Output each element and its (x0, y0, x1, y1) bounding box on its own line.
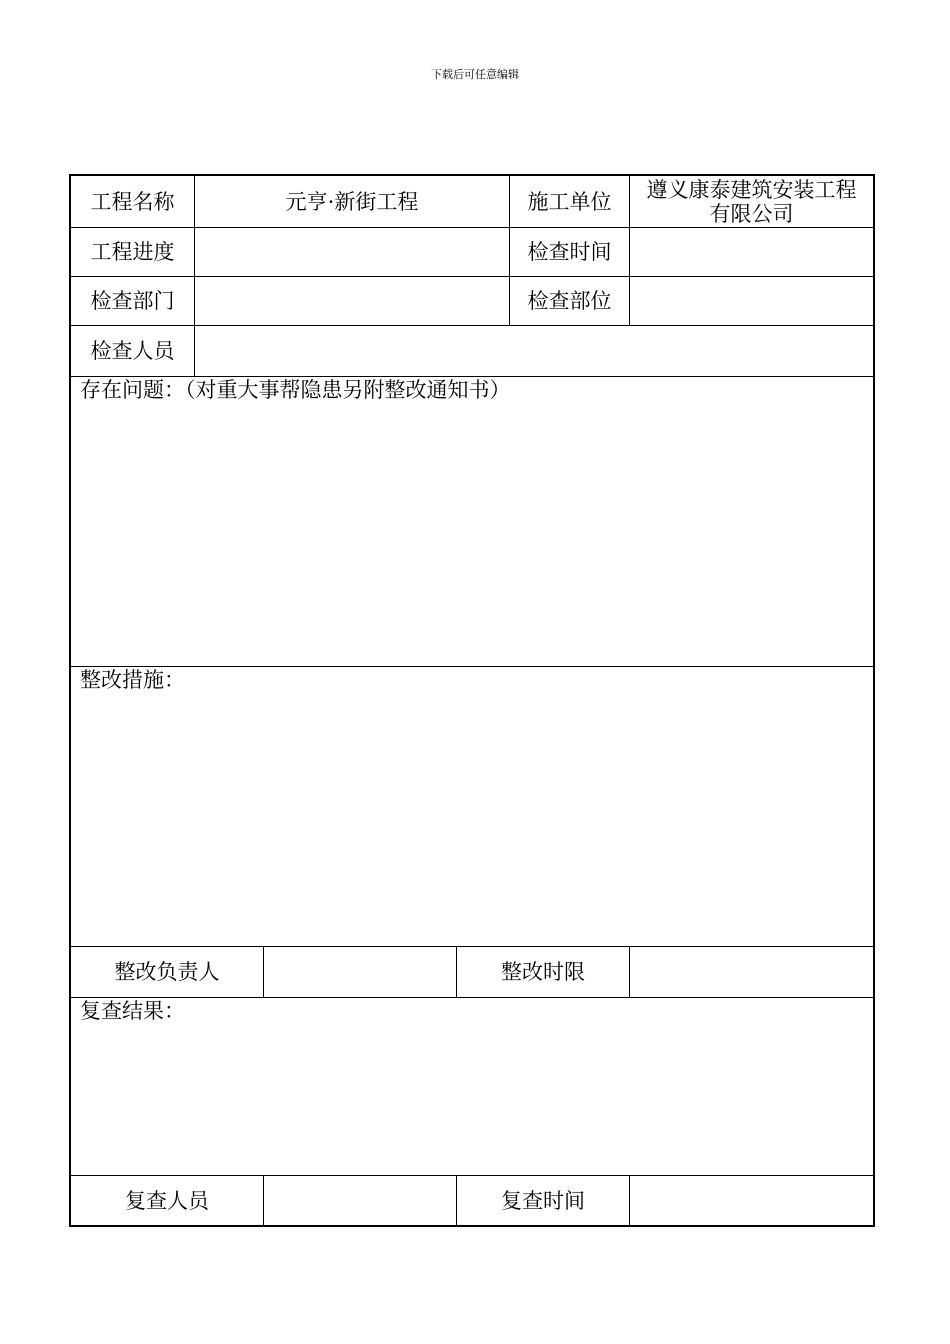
progress-label: 工程进度 (71, 228, 195, 276)
measures-area[interactable] (71, 667, 873, 947)
rectification-deadline-value[interactable] (630, 947, 873, 997)
row-project (71, 176, 873, 228)
row-review-footer (71, 1176, 873, 1225)
project-name-value[interactable]: 元亨·新街工程 (195, 176, 510, 227)
contractor-value-line2: 有限公司 (709, 201, 794, 226)
progress-value[interactable] (195, 228, 510, 276)
inspection-time-value[interactable] (630, 228, 873, 276)
rectification-deadline-label: 整改时限 (457, 947, 630, 997)
contractor-value-line1: 遵义康泰建筑安装工程 (646, 177, 857, 202)
department-value[interactable] (195, 277, 510, 325)
review-label: 复查结果： (80, 999, 185, 1023)
inspection-location-label: 检查部位 (510, 277, 630, 325)
project-name-label: 工程名称 (71, 176, 195, 227)
row-rectification (71, 947, 873, 998)
row-department (71, 277, 873, 326)
inspector-label: 检查人员 (71, 326, 195, 376)
issues-area[interactable] (71, 377, 873, 667)
rectification-owner-label: 整改负责人 (71, 947, 264, 997)
measures-label: 整改措施： (80, 668, 185, 692)
header-note: 下载后可任意编辑 (431, 68, 519, 81)
contractor-label: 施工单位 (510, 176, 630, 227)
row-inspector (71, 326, 873, 377)
inspection-form (69, 174, 875, 1227)
row-progress (71, 228, 873, 277)
rectification-owner-value[interactable] (264, 947, 457, 997)
department-label: 检查部门 (71, 277, 195, 325)
inspector-value[interactable] (195, 326, 873, 376)
issues-label: 存在问题：（对重大事帮隐患另附整改通知书） (80, 378, 511, 402)
reviewer-value[interactable] (264, 1176, 457, 1225)
review-time-label: 复查时间 (457, 1176, 630, 1225)
review-time-value[interactable] (630, 1176, 873, 1225)
contractor-value[interactable] (630, 176, 873, 227)
review-area[interactable] (71, 998, 873, 1176)
reviewer-label: 复查人员 (71, 1176, 264, 1225)
inspection-location-value[interactable] (630, 277, 873, 325)
inspection-time-label: 检查时间 (510, 228, 630, 276)
